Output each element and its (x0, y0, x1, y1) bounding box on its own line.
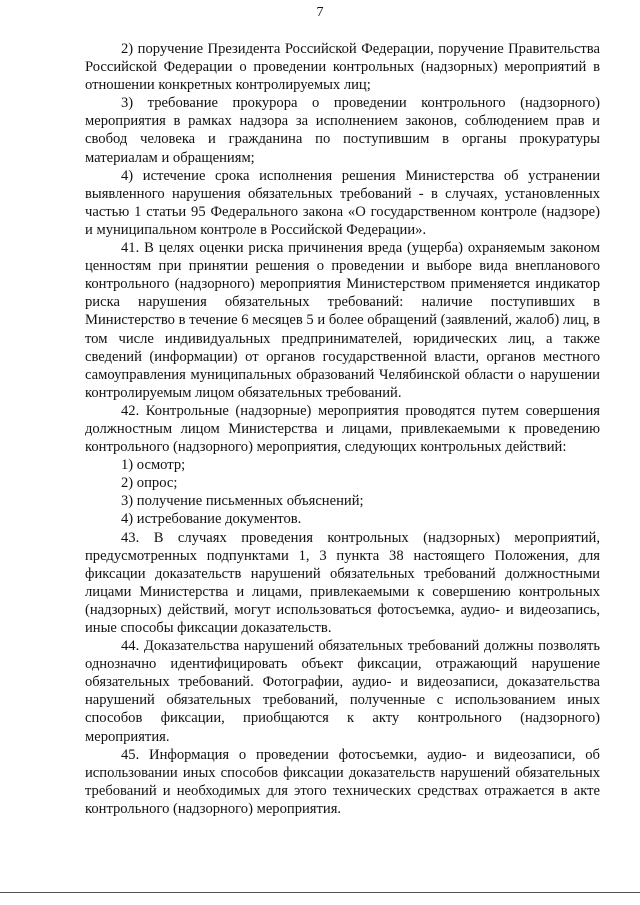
paragraph-44: 44. Доказательства нарушений обязательных требований должны позволять однозначно идентифицировать объект фиксации, отражающий нарушение обязательных требований. Фотографии, аудио- и видеозаписи, доказательства нарушений обязательных требований, полученные с использованием иных способов фиксации, приобщаются к акту контрольного (надзорного) мероприятия. (85, 638, 600, 745)
paragraph-item-4: 4) истечение срока исполнения решения Министерства об устранении выявленного нарушения обязательных требований - в случаях, установленных частью 1 статьи 95 Федерального закона «О государственном контроле (надзоре) и муниципальном контроле в Российской Федерации». (85, 167, 600, 238)
list-item-inspection: 1) осмотр; (121, 457, 186, 474)
list-item-survey: 2) опрос; (121, 475, 178, 492)
document-body (85, 40, 600, 818)
paragraph-42: 42. Контрольные (надзорные) мероприятия проводятся путем совершения должностным лицом Министерства и лицами, привлекаемыми к проведению контрольного (надзорного) мероприятия, следующих контрольных действий: (85, 402, 600, 456)
paragraph-43: 43. В случаях проведения контрольных (надзорных) мероприятий, предусмотренных подпунктами 1, 3 пункта 38 настоящего Положения, для фиксации доказательств нарушений обязательных требований должностными лицами Министерства и лицами, привлекаемыми к совершению контрольных (надзорных) действий, могут использоваться фотосъемка, аудио- и видеозапись, иные способы фиксации доказательств. (85, 529, 600, 636)
list-item-document-request: 4) истребование документов. (121, 511, 302, 528)
list-item-written-explanations: 3) получение письменных объяснений; (121, 493, 364, 510)
paragraph-45: 45. Информация о проведении фотосъемки, аудио- и видеозаписи, об использовании иных способов фиксации доказательств нарушений обязательных требований и необходимых для этого технических средствах отражается в акте контрольного (надзорного) мероприятия. (85, 746, 600, 817)
bottom-divider (0, 892, 640, 893)
paragraph-item-3: 3) требование прокурора о проведении контрольного (надзорного) мероприятия в рамках надзора за исполнением законов, соблюдением прав и свобод человека и гражданина по поступившим в органы прокуратуры материалам и обращениям; (85, 95, 600, 166)
paragraph-item-2: 2) поручение Президента Российской Федерации, поручение Правительства Российской Федерации о проведении контрольных (надзорных) мероприятий в отношении конкретных контролируемых лиц; (85, 41, 600, 94)
page-number: 7 (316, 5, 324, 20)
paragraph-41: 41. В целях оценки риска причинения вреда (ущерба) охраняемым законом ценностям при принятии решения о проведении и выборе вида внепланового контрольного (надзорного) мероприятия Министерством применяется индикатор риска нарушения обязательных требований: наличие поступивших в Министерство в течение 6 месяцев 5 и более обращений (заявлений, жалоб) лиц, в том числе индивидуальных предпринимателей, юридических лиц, а также сведений (информации) от органов государственной власти, органов местного самоуправления муниципальных образований Челябинской области о нарушении контролируемым лицом обязательных требований. (85, 240, 600, 401)
